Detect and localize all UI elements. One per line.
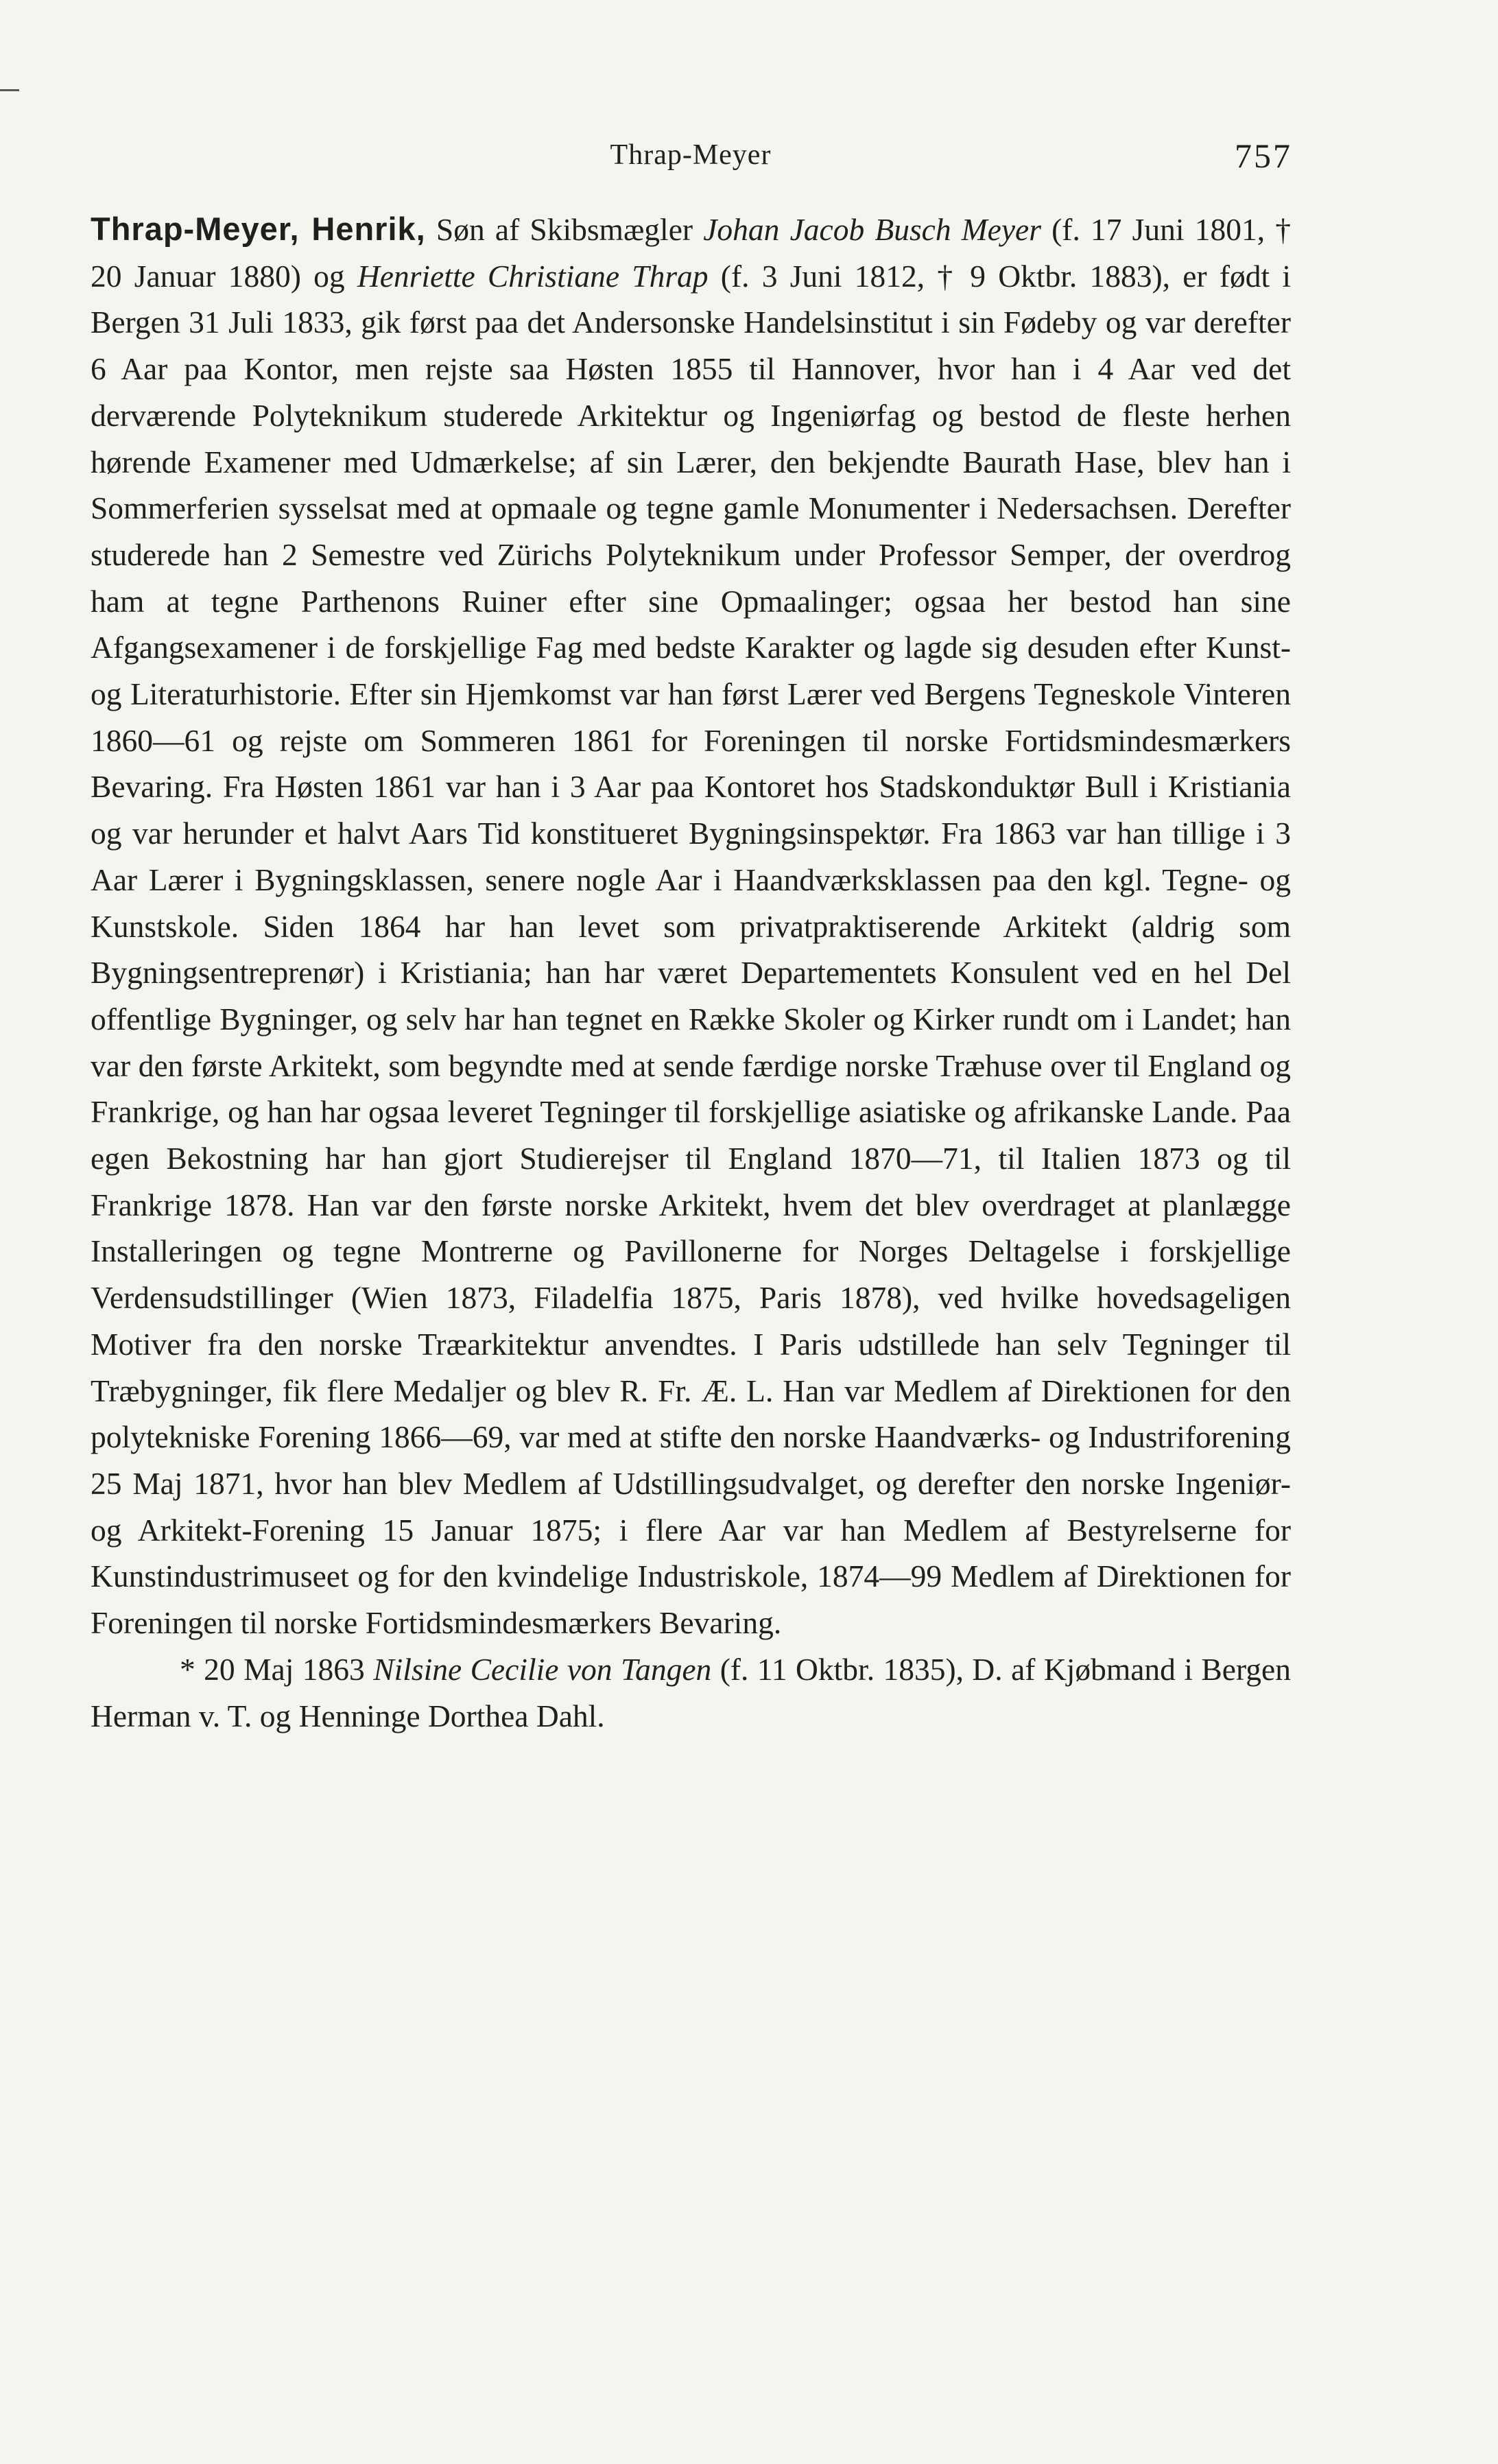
entry-lemma: Thrap-Meyer, Henrik,: [91, 211, 426, 247]
entry-paragraph: [91, 206, 1291, 1646]
marriage-text: * 20 Maj 1863: [180, 1651, 374, 1687]
entry-intro-text: Søn af Skibsmægler: [425, 212, 704, 247]
entry-intro-text: (f. 17 Juni 1801, † 20 Januar 1880) og: [91, 212, 1291, 294]
marriage-text: (f. 11 Oktbr. 1835), D. af Kjøbmand i Bergen Herman v. T. og Henninge Dorthea Dahl.: [91, 1651, 1291, 1733]
mother-name: Henriette Christiane Thrap: [357, 258, 709, 294]
marriage-paragraph: [91, 1646, 1291, 1739]
margin-mark: [0, 89, 19, 91]
entry-body-text: (f. 3 Juni 1812, † 9 Oktbr. 1883), er født i Bergen 31 Juli 1833, gik først paa det Andersonske Handelsinstitut i sin Fødeby og var derefter 6 Aar paa Kontor, men rejste saa Høsten 1855 til Hannover, hvor han i 4 Aar ved det derværende Polyteknikum studerede Arkitektur og Ingeniørfag og bestod de fleste herhen hørende Examener med Udmærkelse; af sin Lærer, den bekjendte Baurath Hase, blev han i Sommerferien sysselsat med at opmaale og tegne gamle Monumenter i Nedersachsen. Derefter studerede han 2 Semestre ved Zürichs Polyteknikum under Professor Semper, der overdrog ham at tegne Parthenons Ruiner efter sine Opmaalinger; ogsaa her bestod han sine Afgangsexamener i de forskjellige Fag med bedste Karakter og lagde sig desuden efter Kunst- og Literaturhistorie. Efter sin Hjemkomst var han først Lærer ved Bergens Tegneskole Vinteren 1860—61 og rejste om Sommeren 1861 for Foreningen til norske Fortidsmindesmærkers Bevaring. Fra Høsten 1861 var han i 3 Aar paa Kontoret hos Stadskonduktør Bull i Kristiania og var herunder et halvt Aars Tid konstitueret Bygningsinspektør. Fra 1863 var han tillige i 3 Aar Lærer i Bygningsklassen, senere nogle Aar i Haandværksklassen paa den kgl. Tegne- og Kunstskole. Siden 1864 har han levet som privatpraktiserende Arkitekt (aldrig som Bygningsentreprenør) i Kristiania; han har været Departementets Konsulent ved en hel Del offentlige Bygninger, og selv har han tegnet en Række Skoler og Kirker rundt om i Landet; han var den første Arkitekt, som begyndte med at sende færdige norske Træhuse over til England og Frankrige, og han har ogsaa leveret Tegninger til forskjellige asiatiske og afrikanske Lande. Paa egen Bekostning har han gjort Studierejser til England 1870—71, til Italien 1873 og til Frankrige 1878. Han var den første norske Arkitekt, hvem det blev overdraget at planlægge Installeringen og tegne Montrerne og Pavillonerne for Norges Deltagelse i forskjellige Verdensudstillinger (Wien 1873, Filadelfia 1875, Paris 1878), ved hvilke hovedsageligen Motiver fra den norske Træarkitektur anvendtes. I Paris udstillede han selv Tegninger til Træbygninger, fik flere Medaljer og blev R. Fr. Æ. L. Han var Medlem af Direktionen for den polytekniske Forening 1866—69, var med at stifte den norske Haandværks- og Industriforening 25 Maj 1871, hvor han blev Medlem af Udstillingsudvalget, og derefter den norske Ingeniør- og Arkitekt-Forening 15 Januar 1875; i flere Aar var han Medlem af Bestyrelserne for Kunstindustrimuseet og for den kvindelige Industriskole, 1874—99 Medlem af Direktionen for Foreningen til norske Fortidsmindesmærkers Bevaring.: [91, 258, 1292, 1641]
page-number: 757: [1235, 137, 1292, 175]
page-header: [91, 136, 1291, 177]
spouse-name: Nilsine Cecilie von Tangen: [373, 1651, 712, 1687]
running-head: Thrap-Meyer: [610, 139, 772, 171]
biography-entry: [91, 206, 1291, 1739]
father-name: Johan Jacob Busch Meyer: [703, 212, 1041, 247]
